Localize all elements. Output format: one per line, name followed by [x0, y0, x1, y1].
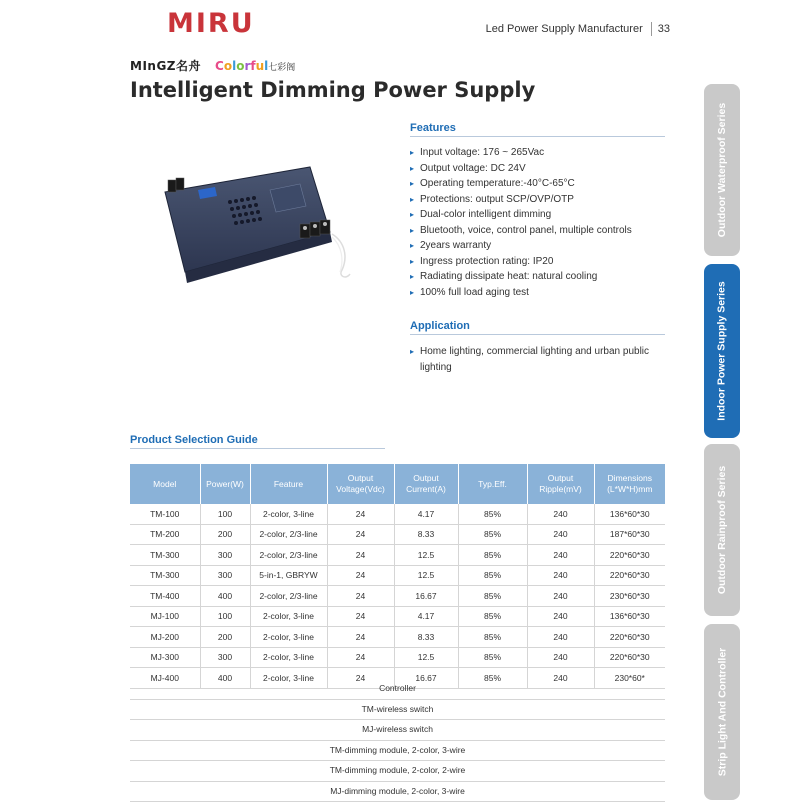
- table-cell: 16.67: [394, 586, 458, 607]
- controller-heading: Controller: [130, 679, 665, 700]
- table-row: [130, 524, 665, 545]
- column-header: Power(W): [200, 464, 250, 504]
- table-cell: 100: [200, 504, 250, 524]
- column-header: Output Ripple(mV): [527, 464, 594, 504]
- table-cell: 187*60*30: [594, 524, 665, 545]
- controller-list: [130, 679, 665, 802]
- table-cell: 24: [327, 647, 394, 668]
- application-text: Home lighting, commercial lighting and urban public lighting: [420, 344, 670, 375]
- table-cell: 240: [527, 668, 594, 689]
- page-title: Intelligent Dimming Power Supply: [130, 78, 535, 102]
- feature-item: ▸ Operating temperature:-40°C-65°C: [410, 176, 632, 192]
- table-cell: TM-300: [130, 545, 200, 566]
- page-header: [486, 22, 670, 36]
- table-cell: 200: [200, 524, 250, 545]
- product-photo: [160, 162, 360, 287]
- table-cell: 5-in-1, GBRYW: [250, 565, 327, 586]
- table-cell: 8.33: [394, 627, 458, 648]
- controller-item: TM-dimming module, 2-color, 2-wire: [130, 761, 665, 782]
- feature-item: ▸ Dual-color intelligent dimming: [410, 207, 632, 223]
- table-cell: 85%: [458, 545, 527, 566]
- brand-colorful-logo: Colorful七彩阁: [215, 59, 295, 73]
- table-cell: 85%: [458, 606, 527, 627]
- feature-item: ▸ 100% full load aging test: [410, 285, 632, 301]
- table-cell: 85%: [458, 586, 527, 607]
- table-cell: 300: [200, 647, 250, 668]
- table-cell: TM-300: [130, 565, 200, 586]
- table-cell: 240: [527, 524, 594, 545]
- feature-item: ▸ Bluetooth, voice, control panel, multiple controls: [410, 223, 632, 239]
- table-cell: MJ-100: [130, 606, 200, 627]
- table-cell: 85%: [458, 565, 527, 586]
- brand-mingz-logo: MInGZ名舟: [130, 57, 201, 74]
- table-cell: 8.33: [394, 524, 458, 545]
- column-header: Model: [130, 464, 200, 504]
- table-cell: 24: [327, 565, 394, 586]
- application-divider: [410, 334, 665, 335]
- table-cell: 85%: [458, 524, 527, 545]
- header-divider: [651, 22, 652, 36]
- controller-item: MJ-wireless switch: [130, 720, 665, 741]
- table-cell: 300: [200, 565, 250, 586]
- table-cell: 24: [327, 606, 394, 627]
- table-cell: 240: [527, 606, 594, 627]
- table-cell: 220*60*30: [594, 627, 665, 648]
- application-heading: Application: [410, 320, 470, 332]
- feature-item: ▸ Ingress protection rating: IP20: [410, 254, 632, 270]
- tab-strip-light-and-controller[interactable]: Strip Light And Controller: [704, 624, 740, 800]
- table-cell: 240: [527, 647, 594, 668]
- table-cell: 85%: [458, 647, 527, 668]
- features-heading: Features: [410, 122, 456, 134]
- table-cell: 12.5: [394, 565, 458, 586]
- table-row: [130, 606, 665, 627]
- table-cell: TM-200: [130, 524, 200, 545]
- table-row: [130, 647, 665, 668]
- table-cell: 2-color, 2/3-line: [250, 524, 327, 545]
- table-cell: 400: [200, 586, 250, 607]
- table-cell: 220*60*30: [594, 565, 665, 586]
- table-cell: TM-400: [130, 586, 200, 607]
- table-row: [130, 545, 665, 566]
- table-cell: 24: [327, 545, 394, 566]
- table-cell: 300: [200, 545, 250, 566]
- product-selection-table: [130, 464, 665, 689]
- table-cell: 2-color, 3-line: [250, 606, 327, 627]
- table-cell: 2-color, 2/3-line: [250, 586, 327, 607]
- table-cell: 2-color, 3-line: [250, 647, 327, 668]
- table-cell: 24: [327, 504, 394, 524]
- table-cell: 240: [527, 545, 594, 566]
- table-header-row: [130, 464, 665, 504]
- column-header: Typ.Eff.: [458, 464, 527, 504]
- tab-outdoor-rainproof-series[interactable]: Outdoor Rainproof Series: [704, 444, 740, 616]
- features-list: [410, 145, 632, 300]
- column-header: Output Voltage(Vdc): [327, 464, 394, 504]
- table-row: [130, 586, 665, 607]
- feature-item: ▸ Protections: output SCP/OVP/OTP: [410, 192, 632, 208]
- table-cell: 230*60*30: [594, 586, 665, 607]
- controller-item: MJ-dimming module, 2-color, 3-wire: [130, 782, 665, 802]
- table-cell: 136*60*30: [594, 606, 665, 627]
- table-cell: 400: [200, 668, 250, 689]
- table-cell: 2-color, 3-line: [250, 504, 327, 524]
- table-cell: 2-color, 3-line: [250, 627, 327, 648]
- table-cell: 240: [527, 565, 594, 586]
- table-cell: 24: [327, 627, 394, 648]
- table-cell: 24: [327, 524, 394, 545]
- table-cell: 136*60*30: [594, 504, 665, 524]
- table-cell: 4.17: [394, 606, 458, 627]
- column-header: Feature: [250, 464, 327, 504]
- column-header: Dimensions (L*W*H)mm: [594, 464, 665, 504]
- table-cell: MJ-300: [130, 647, 200, 668]
- table-cell: 12.5: [394, 545, 458, 566]
- table-cell: 100: [200, 606, 250, 627]
- feature-item: ▸ Input voltage: 176 ~ 265Vac: [410, 145, 632, 161]
- table-cell: 85%: [458, 504, 527, 524]
- table-cell: MJ-200: [130, 627, 200, 648]
- table-cell: 240: [527, 627, 594, 648]
- brand-row: [130, 57, 295, 74]
- table-cell: 200: [200, 627, 250, 648]
- feature-item: ▸ Radiating dissipate heat: natural cooling: [410, 269, 632, 285]
- table-cell: 240: [527, 586, 594, 607]
- table-body: [130, 504, 665, 688]
- column-header: Output Current(A): [394, 464, 458, 504]
- table-cell: 240: [527, 504, 594, 524]
- table-cell: TM-100: [130, 504, 200, 524]
- table-cell: MJ-400: [130, 668, 200, 689]
- table-cell: 85%: [458, 627, 527, 648]
- application-bullet-icon: ▸: [410, 344, 414, 360]
- guide-heading: Product Selection Guide: [130, 434, 258, 446]
- table-row: [130, 627, 665, 648]
- features-divider: [410, 136, 665, 137]
- table-cell: 16.67: [394, 668, 458, 689]
- table-cell: 220*60*30: [594, 545, 665, 566]
- table-row: [130, 504, 665, 524]
- feature-item: ▸ 2years warranty: [410, 238, 632, 254]
- header-tagline: Led Power Supply Manufacturer: [486, 23, 643, 35]
- table-cell: 2-color, 2/3-line: [250, 545, 327, 566]
- feature-item: ▸ Output voltage: DC 24V: [410, 161, 632, 177]
- table-cell: 24: [327, 586, 394, 607]
- guide-divider: [130, 448, 385, 449]
- series-sidebar: [704, 0, 740, 800]
- table-cell: 24: [327, 668, 394, 689]
- table-cell: 2-color, 3-line: [250, 668, 327, 689]
- table-cell: 85%: [458, 668, 527, 689]
- table-row: [130, 565, 665, 586]
- page-number: 33: [658, 23, 670, 35]
- table-cell: 220*60*30: [594, 647, 665, 668]
- tab-outdoor-waterproof-series[interactable]: Outdoor Waterproof Series: [704, 84, 740, 256]
- miru-logo: MIRU: [167, 8, 255, 39]
- table-cell: 230*60*: [594, 668, 665, 689]
- controller-item: TM-wireless switch: [130, 700, 665, 721]
- table-cell: 4.17: [394, 504, 458, 524]
- controller-item: TM-dimming module, 2-color, 3-wire: [130, 741, 665, 762]
- tab-indoor-power-supply-series[interactable]: Indoor Power Supply Series: [704, 264, 740, 438]
- table-cell: 12.5: [394, 647, 458, 668]
